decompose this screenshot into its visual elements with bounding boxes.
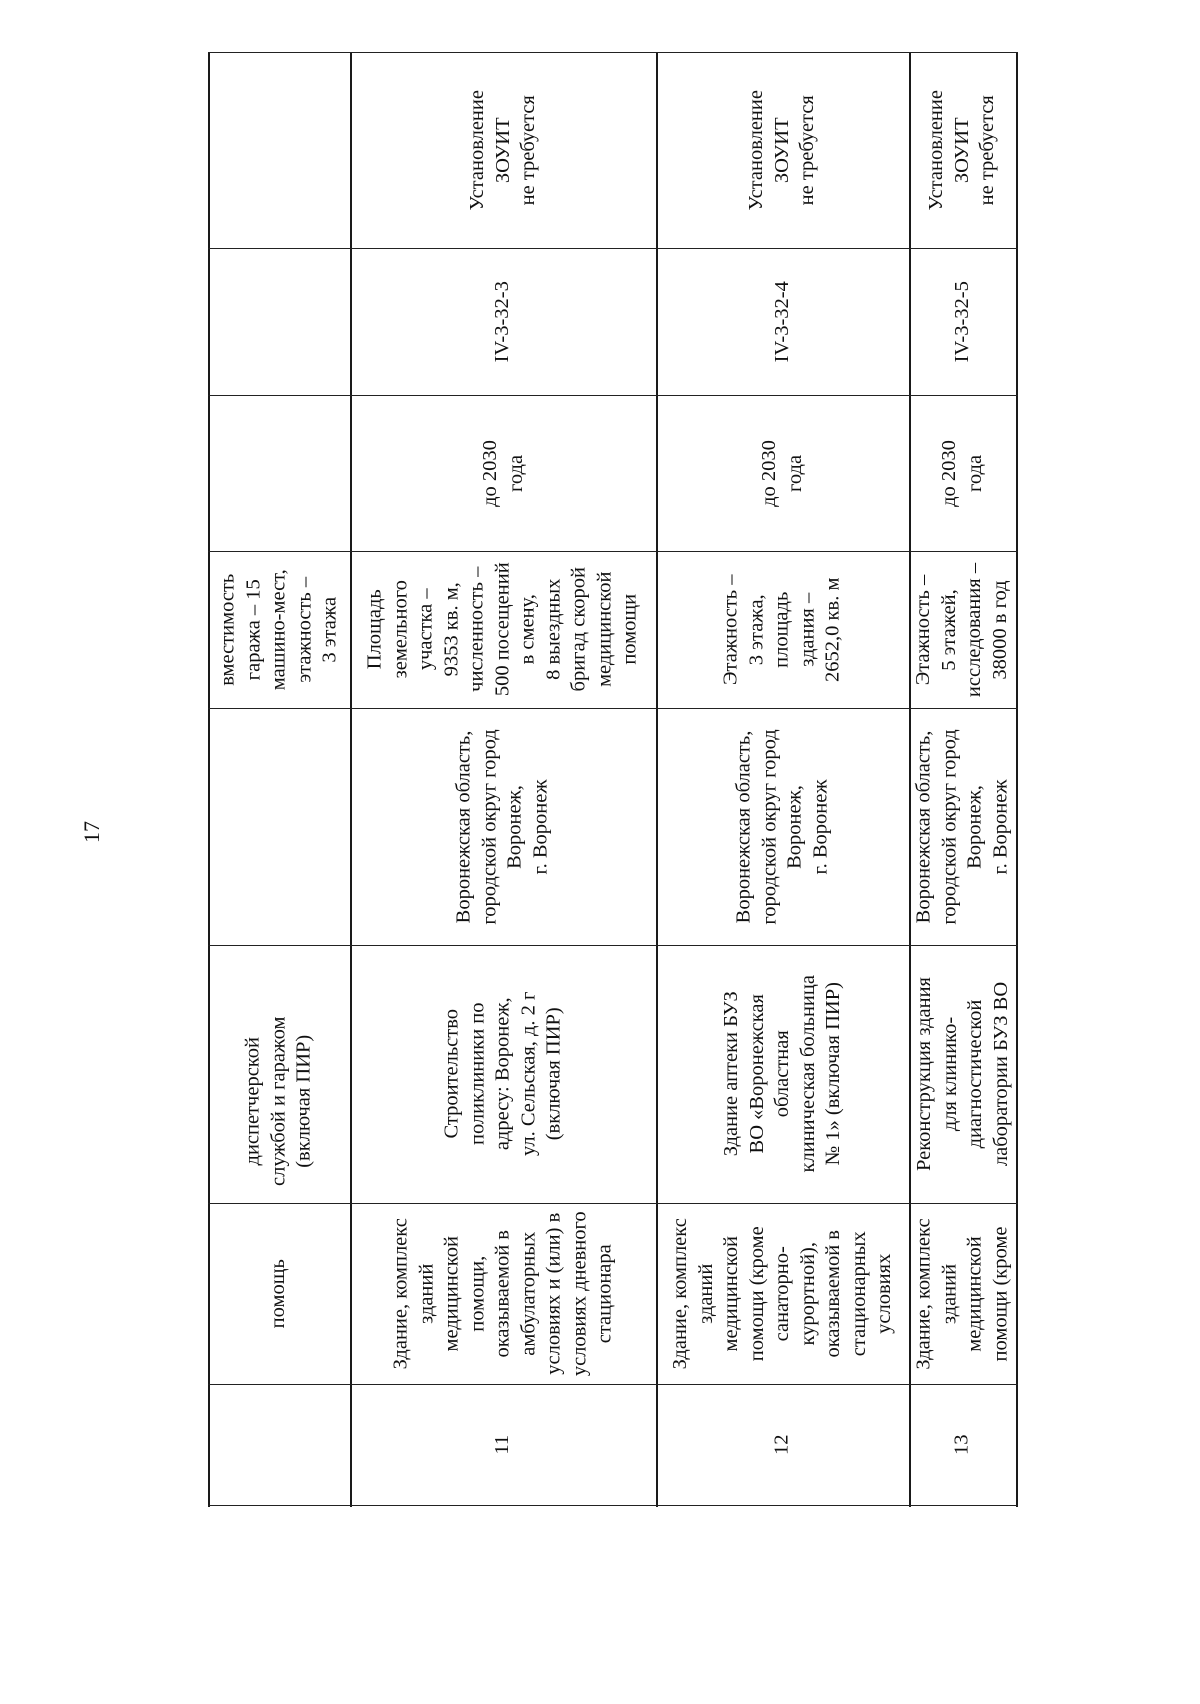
header-deadline-cell	[208, 395, 350, 551]
row-11-characteristics: Площадь земельного участка – 9353 кв. м, численность – 500 посещений в смену, 8 выездных бригад скорой медицинской помощи	[363, 562, 641, 697]
page-number-text: 17	[79, 821, 104, 843]
table-border-right	[1016, 52, 1018, 1507]
row-12-code: IV-3-32-4	[770, 280, 793, 363]
header-type-cell: помощь	[267, 1258, 290, 1329]
row-11-code: IV-3-32-3	[491, 280, 514, 363]
header-characteristics-cell: вместимость гаража – 15 машино-мест, этажность – 3 этажа	[216, 569, 341, 690]
row-11-deadline: до 2030 года	[478, 439, 526, 507]
table-border-bottom	[208, 1505, 1018, 1506]
row-13-location: Воронежская область, городской округ город Воронеж, г. Воронеж	[912, 728, 1011, 925]
row-13-number: 13	[950, 1434, 973, 1455]
row-12-location: Воронежская область, городской округ город Воронеж, г. Воронеж	[732, 728, 831, 925]
row-11-zone: Установление ЗОУИТ не требуется	[465, 89, 539, 211]
row-11-type: Здание, комплекс зданий медицинской помощи, оказываемой в амбулаторных условиях и (или) в условиях дневного стационара	[389, 1211, 616, 1376]
row-11-name: Строительство поликлиники по адресу: Воронеж, ул. Сельская, д. 2 г (включая ПИР)	[440, 991, 565, 1157]
row-12-type: Здание, комплекс зданий медицинской помощи (кроме санаторно- курортной), оказываемой в стационарных условиях	[668, 1217, 895, 1370]
row-13-type: Здание, комплекс зданий медицинской помощи (кроме	[912, 1217, 1011, 1370]
row-13-code: IV-3-32-5	[950, 280, 973, 363]
header-zone-cell	[208, 52, 350, 248]
header-name-cell: диспетчерской службой и гаражом (включая ПИР)	[241, 1016, 315, 1186]
row-12-number: 12	[770, 1434, 793, 1455]
row-13-zone: Установление ЗОУИТ не требуется	[925, 89, 999, 211]
header-number-cell	[208, 1384, 350, 1505]
rotated-table	[208, 52, 1018, 1507]
row-12-zone: Установление ЗОУИТ не требуется	[745, 89, 819, 211]
row-13-deadline: до 2030 года	[938, 439, 986, 507]
row-12-name: Здание аптеки БУЗ ВО «Воронежская областная клиническая больница № 1» (включая ПИР)	[719, 975, 844, 1173]
row-12-characteristics: Этажность – 3 этажа, площадь здания – 2652,0 кв. м	[719, 574, 844, 685]
row-11-location: Воронежская область, городской округ город Воронеж, г. Воронеж	[453, 728, 552, 925]
page-number	[72, 812, 112, 852]
row-13-name: Реконструкция здания для клинико- диагностической лаборатории БУЗ ВО	[912, 977, 1011, 1171]
header-location-cell	[208, 708, 350, 945]
header-code-cell	[208, 248, 350, 395]
row-11-number: 11	[491, 1434, 514, 1455]
row-13-characteristics: Этажность – 5 этажей, исследования – 38000 в год	[912, 562, 1012, 697]
row-12-deadline: до 2030 года	[758, 439, 806, 507]
